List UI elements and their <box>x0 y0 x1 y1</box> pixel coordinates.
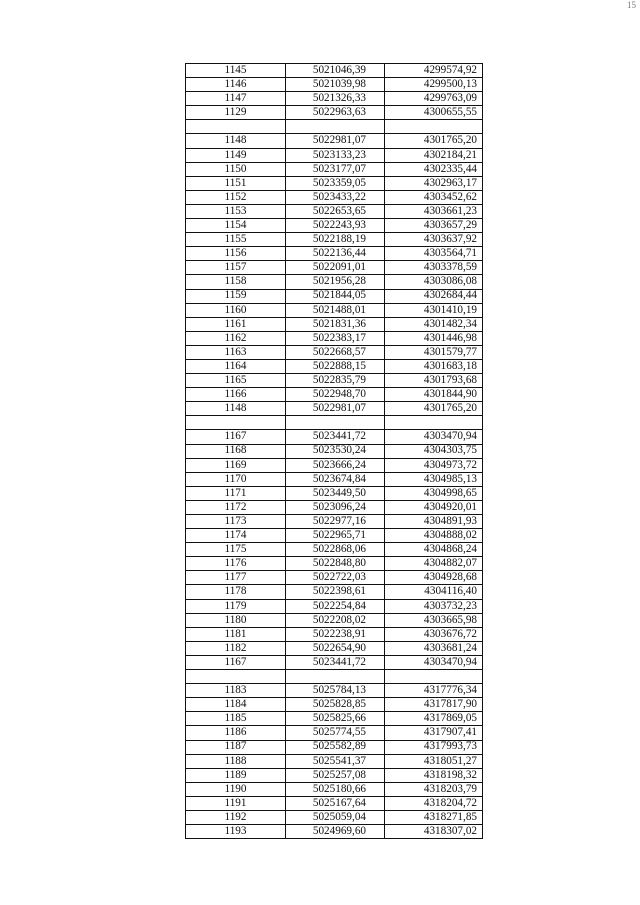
y-coordinate-cell: 4318203,79 <box>385 782 483 796</box>
coordinates-table <box>185 63 483 839</box>
y-coordinate-cell: 4304882,07 <box>385 557 483 571</box>
x-coordinate-cell: 5025541,37 <box>286 754 385 768</box>
point-number-cell: 1147 <box>186 92 286 106</box>
table-row <box>186 176 483 190</box>
table-row <box>186 303 483 317</box>
point-number-cell: 1159 <box>186 289 286 303</box>
y-coordinate-cell: 4318051,27 <box>385 754 483 768</box>
point-number-cell: 1166 <box>186 388 286 402</box>
point-number-cell: 1176 <box>186 557 286 571</box>
point-number-cell: 1177 <box>186 571 286 585</box>
x-coordinate-cell: 5022722,03 <box>286 571 385 585</box>
point-number-cell: 1151 <box>186 176 286 190</box>
x-coordinate-cell: 5023530,24 <box>286 444 385 458</box>
table-row <box>186 345 483 359</box>
point-number-cell: 1171 <box>186 486 286 500</box>
table-row <box>186 825 483 839</box>
table-row <box>186 289 483 303</box>
point-number-cell: 1148 <box>186 134 286 148</box>
x-coordinate-cell: 5023359,05 <box>286 176 385 190</box>
y-coordinate-cell: 4302684,44 <box>385 289 483 303</box>
table-row <box>186 261 483 275</box>
y-coordinate-cell: 4318307,02 <box>385 825 483 839</box>
x-coordinate-cell: 5023177,07 <box>286 162 385 176</box>
table-row <box>186 331 483 345</box>
y-coordinate-cell <box>385 120 483 134</box>
y-coordinate-cell: 4317817,90 <box>385 698 483 712</box>
y-coordinate-cell: 4317776,34 <box>385 684 483 698</box>
x-coordinate-cell: 5021831,36 <box>286 317 385 331</box>
point-number-cell: 1189 <box>186 768 286 782</box>
table-row <box>186 655 483 669</box>
y-coordinate-cell: 4304116,40 <box>385 585 483 599</box>
x-coordinate-cell: 5021039,98 <box>286 78 385 92</box>
table-row <box>186 472 483 486</box>
table-row <box>186 162 483 176</box>
table-row <box>186 148 483 162</box>
y-coordinate-cell: 4303732,23 <box>385 599 483 613</box>
point-number-cell: 1145 <box>186 64 286 78</box>
point-number-cell: 1169 <box>186 458 286 472</box>
point-number-cell: 1192 <box>186 810 286 824</box>
y-coordinate-cell: 4303470,94 <box>385 430 483 444</box>
table-row <box>186 275 483 289</box>
point-number-cell: 1163 <box>186 345 286 359</box>
table-row <box>186 585 483 599</box>
y-coordinate-cell: 4303086,08 <box>385 275 483 289</box>
table-row <box>186 219 483 233</box>
table-row <box>186 515 483 529</box>
y-coordinate-cell: 4304985,13 <box>385 472 483 486</box>
point-number-cell: 1180 <box>186 613 286 627</box>
table-row <box>186 571 483 585</box>
point-number-cell: 1129 <box>186 106 286 120</box>
x-coordinate-cell: 5022948,70 <box>286 388 385 402</box>
table-row <box>186 627 483 641</box>
table-row <box>186 768 483 782</box>
x-coordinate-cell: 5022963,63 <box>286 106 385 120</box>
y-coordinate-cell: 4304868,24 <box>385 543 483 557</box>
y-coordinate-cell: 4302963,17 <box>385 176 483 190</box>
point-number-cell: 1156 <box>186 247 286 261</box>
table-row <box>186 374 483 388</box>
point-number-cell: 1187 <box>186 740 286 754</box>
x-coordinate-cell: 5022188,19 <box>286 233 385 247</box>
y-coordinate-cell: 4299574,92 <box>385 64 483 78</box>
y-coordinate-cell: 4303676,72 <box>385 627 483 641</box>
point-number-cell: 1172 <box>186 500 286 514</box>
y-coordinate-cell: 4301482,34 <box>385 317 483 331</box>
table-row <box>186 599 483 613</box>
y-coordinate-cell: 4303681,24 <box>385 641 483 655</box>
y-coordinate-cell: 4303452,62 <box>385 190 483 204</box>
table-row <box>186 106 483 120</box>
point-number-cell: 1185 <box>186 712 286 726</box>
x-coordinate-cell: 5023666,24 <box>286 458 385 472</box>
y-coordinate-cell: 4301446,98 <box>385 331 483 345</box>
x-coordinate-cell: 5022653,65 <box>286 204 385 218</box>
x-coordinate-cell: 5021326,33 <box>286 92 385 106</box>
y-coordinate-cell: 4317869,05 <box>385 712 483 726</box>
point-number-cell: 1154 <box>186 219 286 233</box>
point-number-cell: 1170 <box>186 472 286 486</box>
table-row <box>186 430 483 444</box>
point-number-cell: 1186 <box>186 726 286 740</box>
point-number-cell: 1183 <box>186 684 286 698</box>
y-coordinate-cell: 4303637,92 <box>385 233 483 247</box>
point-number-cell: 1165 <box>186 374 286 388</box>
y-coordinate-cell: 4301683,18 <box>385 359 483 373</box>
table-row <box>186 698 483 712</box>
table-row <box>186 684 483 698</box>
x-coordinate-cell: 5022654,90 <box>286 641 385 655</box>
x-coordinate-cell: 5025180,66 <box>286 782 385 796</box>
table-row <box>186 557 483 571</box>
y-coordinate-cell: 4317993,73 <box>385 740 483 754</box>
y-coordinate-cell: 4303378,59 <box>385 261 483 275</box>
y-coordinate-cell: 4304920,01 <box>385 500 483 514</box>
x-coordinate-cell: 5025582,89 <box>286 740 385 754</box>
point-number-cell: 1164 <box>186 359 286 373</box>
y-coordinate-cell: 4301765,20 <box>385 402 483 416</box>
point-number-cell: 1149 <box>186 148 286 162</box>
point-number-cell: 1148 <box>186 402 286 416</box>
table-row <box>186 402 483 416</box>
x-coordinate-cell: 5022091,01 <box>286 261 385 275</box>
x-coordinate-cell: 5022208,02 <box>286 613 385 627</box>
x-coordinate-cell: 5023441,72 <box>286 430 385 444</box>
table-row <box>186 782 483 796</box>
table-row <box>186 64 483 78</box>
point-number-cell: 1173 <box>186 515 286 529</box>
point-number-cell <box>186 120 286 134</box>
table-row <box>186 613 483 627</box>
x-coordinate-cell: 5021488,01 <box>286 303 385 317</box>
table-row <box>186 486 483 500</box>
y-coordinate-cell: 4301410,19 <box>385 303 483 317</box>
x-coordinate-cell: 5025167,64 <box>286 796 385 810</box>
table-row <box>186 204 483 218</box>
point-number-cell: 1146 <box>186 78 286 92</box>
table-row <box>186 359 483 373</box>
table-row <box>186 641 483 655</box>
x-coordinate-cell: 5021956,28 <box>286 275 385 289</box>
y-coordinate-cell: 4304998,65 <box>385 486 483 500</box>
table-row <box>186 247 483 261</box>
y-coordinate-cell: 4304928,68 <box>385 571 483 585</box>
table-row <box>186 233 483 247</box>
y-coordinate-cell: 4303661,23 <box>385 204 483 218</box>
x-coordinate-cell: 5023441,72 <box>286 655 385 669</box>
y-coordinate-cell: 4302184,21 <box>385 148 483 162</box>
x-coordinate-cell: 5022888,15 <box>286 359 385 373</box>
table-row <box>186 444 483 458</box>
point-number-cell: 1175 <box>186 543 286 557</box>
point-number-cell: 1191 <box>186 796 286 810</box>
point-number-cell: 1190 <box>186 782 286 796</box>
x-coordinate-cell: 5025825,66 <box>286 712 385 726</box>
point-number-cell: 1168 <box>186 444 286 458</box>
x-coordinate-cell: 5025784,13 <box>286 684 385 698</box>
y-coordinate-cell: 4301844,90 <box>385 388 483 402</box>
table-separator-row <box>186 670 483 684</box>
table-separator-row <box>186 120 483 134</box>
point-number-cell: 1182 <box>186 641 286 655</box>
table-row <box>186 754 483 768</box>
y-coordinate-cell: 4301579,77 <box>385 345 483 359</box>
point-number-cell: 1161 <box>186 317 286 331</box>
x-coordinate-cell: 5021844,05 <box>286 289 385 303</box>
x-coordinate-cell: 5025828,85 <box>286 698 385 712</box>
x-coordinate-cell: 5022848,80 <box>286 557 385 571</box>
x-coordinate-cell: 5022383,17 <box>286 331 385 345</box>
page-corner-mark: 15 <box>627 0 636 10</box>
table-row <box>186 810 483 824</box>
x-coordinate-cell: 5022981,07 <box>286 402 385 416</box>
y-coordinate-cell: 4302335,44 <box>385 162 483 176</box>
table-row <box>186 388 483 402</box>
y-coordinate-cell: 4303564,71 <box>385 247 483 261</box>
point-number-cell: 1152 <box>186 190 286 204</box>
table-separator-row <box>186 416 483 430</box>
table-row <box>186 543 483 557</box>
x-coordinate-cell: 5025257,08 <box>286 768 385 782</box>
x-coordinate-cell: 5022398,61 <box>286 585 385 599</box>
x-coordinate-cell: 5022981,07 <box>286 134 385 148</box>
y-coordinate-cell <box>385 416 483 430</box>
y-coordinate-cell: 4318198,32 <box>385 768 483 782</box>
y-coordinate-cell: 4303665,98 <box>385 613 483 627</box>
x-coordinate-cell: 5022868,06 <box>286 543 385 557</box>
x-coordinate-cell <box>286 416 385 430</box>
point-number-cell: 1174 <box>186 529 286 543</box>
y-coordinate-cell: 4299500,13 <box>385 78 483 92</box>
point-number-cell <box>186 416 286 430</box>
x-coordinate-cell: 5023096,24 <box>286 500 385 514</box>
x-coordinate-cell: 5024969,60 <box>286 825 385 839</box>
x-coordinate-cell: 5023674,84 <box>286 472 385 486</box>
x-coordinate-cell <box>286 670 385 684</box>
y-coordinate-cell: 4301793,68 <box>385 374 483 388</box>
point-number-cell: 1179 <box>186 599 286 613</box>
y-coordinate-cell: 4304973,72 <box>385 458 483 472</box>
x-coordinate-cell: 5021046,39 <box>286 64 385 78</box>
table-row <box>186 796 483 810</box>
y-coordinate-cell: 4303470,94 <box>385 655 483 669</box>
x-coordinate-cell: 5022965,71 <box>286 529 385 543</box>
x-coordinate-cell: 5023433,22 <box>286 190 385 204</box>
x-coordinate-cell: 5022238,91 <box>286 627 385 641</box>
y-coordinate-cell: 4304888,02 <box>385 529 483 543</box>
table-row <box>186 134 483 148</box>
point-number-cell: 1157 <box>186 261 286 275</box>
coordinates-table-body <box>186 64 483 839</box>
x-coordinate-cell: 5022668,57 <box>286 345 385 359</box>
point-number-cell <box>186 670 286 684</box>
y-coordinate-cell: 4318271,85 <box>385 810 483 824</box>
table-row <box>186 317 483 331</box>
table-row <box>186 712 483 726</box>
point-number-cell: 1184 <box>186 698 286 712</box>
x-coordinate-cell: 5025774,55 <box>286 726 385 740</box>
x-coordinate-cell: 5023133,23 <box>286 148 385 162</box>
x-coordinate-cell: 5022136,44 <box>286 247 385 261</box>
x-coordinate-cell: 5025059,04 <box>286 810 385 824</box>
x-coordinate-cell: 5023449,50 <box>286 486 385 500</box>
y-coordinate-cell: 4304891,93 <box>385 515 483 529</box>
point-number-cell: 1188 <box>186 754 286 768</box>
table-row <box>186 190 483 204</box>
x-coordinate-cell: 5022243,93 <box>286 219 385 233</box>
x-coordinate-cell <box>286 120 385 134</box>
point-number-cell: 1181 <box>186 627 286 641</box>
point-number-cell: 1162 <box>186 331 286 345</box>
y-coordinate-cell: 4299763,09 <box>385 92 483 106</box>
point-number-cell: 1150 <box>186 162 286 176</box>
x-coordinate-cell: 5022835,79 <box>286 374 385 388</box>
point-number-cell: 1155 <box>186 233 286 247</box>
table-row <box>186 500 483 514</box>
point-number-cell: 1167 <box>186 430 286 444</box>
y-coordinate-cell: 4301765,20 <box>385 134 483 148</box>
y-coordinate-cell: 4303657,29 <box>385 219 483 233</box>
x-coordinate-cell: 5022977,16 <box>286 515 385 529</box>
table-row <box>186 529 483 543</box>
point-number-cell: 1193 <box>186 825 286 839</box>
point-number-cell: 1178 <box>186 585 286 599</box>
point-number-cell: 1158 <box>186 275 286 289</box>
point-number-cell: 1160 <box>186 303 286 317</box>
table-row <box>186 78 483 92</box>
table-row <box>186 92 483 106</box>
point-number-cell: 1167 <box>186 655 286 669</box>
y-coordinate-cell: 4317907,41 <box>385 726 483 740</box>
table-row <box>186 458 483 472</box>
y-coordinate-cell <box>385 670 483 684</box>
y-coordinate-cell: 4318204,72 <box>385 796 483 810</box>
y-coordinate-cell: 4300655,55 <box>385 106 483 120</box>
x-coordinate-cell: 5022254,84 <box>286 599 385 613</box>
table-row <box>186 726 483 740</box>
y-coordinate-cell: 4304303,75 <box>385 444 483 458</box>
table-row <box>186 740 483 754</box>
point-number-cell: 1153 <box>186 204 286 218</box>
